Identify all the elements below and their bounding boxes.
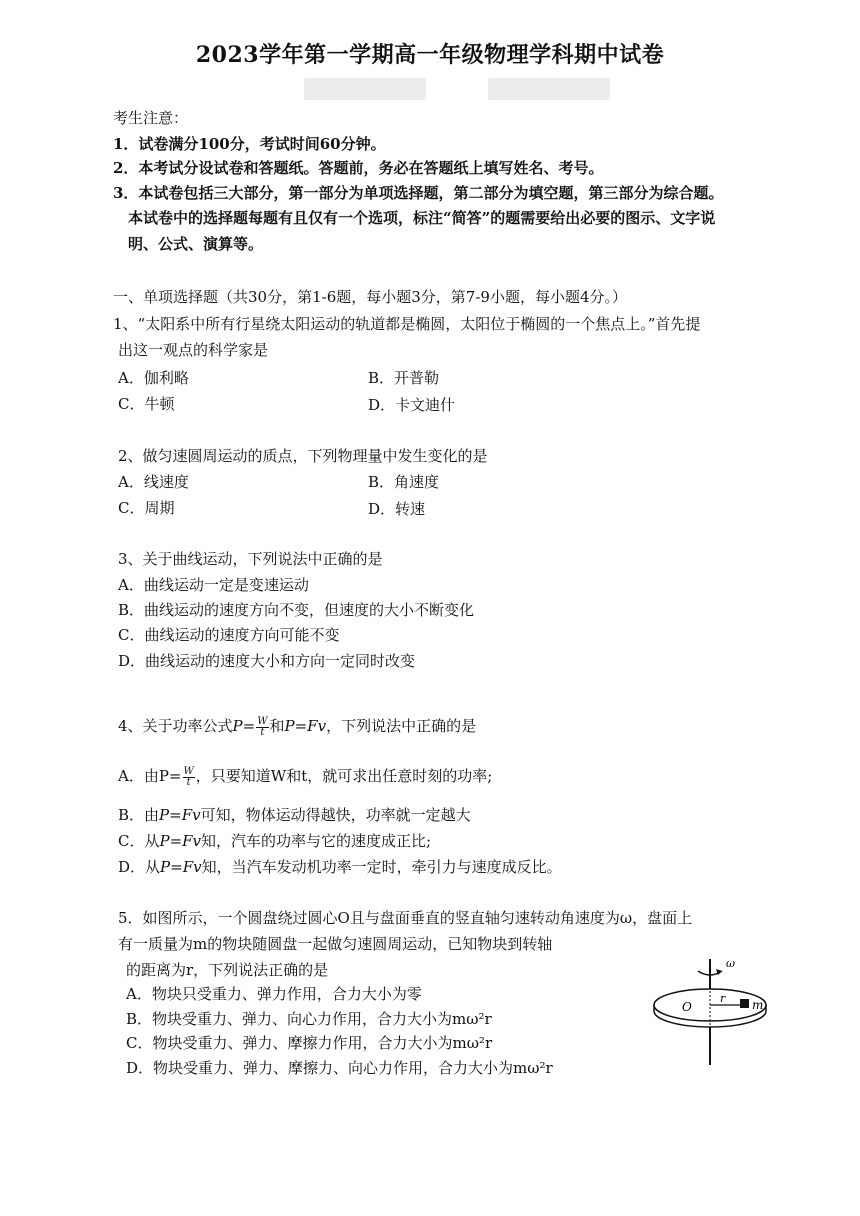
exam-title: 2023学年第一学期高一年级物理学科期中试卷 xyxy=(195,42,665,68)
fraction-denominator: t xyxy=(260,726,265,738)
question-3-stem: 3、关于曲线运动，下列说法中正确的是 xyxy=(118,550,383,568)
notice-heading: 考生注意： xyxy=(113,109,189,127)
question-2-option-b: B．角速度 xyxy=(368,473,440,491)
notice-item: 本试卷中的选择题每题有且仅有一个选项，标注“简答”的题需要给出必要的图示、文字说 xyxy=(128,209,716,227)
question-2-stem: 2、做匀速圆周运动的质点，下列物理量中发生变化的是 xyxy=(118,447,488,465)
question-1-option-b: B．开普勒 xyxy=(368,369,440,387)
question-4-option-d xyxy=(118,857,562,877)
question-4-stem-text: ，下列说法中正确的是 xyxy=(326,717,477,735)
question-3-option-b: B．曲线运动的速度方向不变，但速度的大小不断变化 xyxy=(118,601,475,619)
question-2-option-a: A．线速度 xyxy=(118,473,189,491)
question-5-stem: 的距离为r，下列说法正确的是 xyxy=(126,961,329,979)
option-text: B．由 xyxy=(118,806,160,824)
notice-item: 1．试卷满分100分，考试时间60分钟。 xyxy=(113,135,386,153)
question-5-option-c: C．物块受重力、弹力、摩擦力作用，合力大小为mω²r xyxy=(126,1034,493,1052)
question-2-option-c: C．周期 xyxy=(118,499,175,517)
notice-item: 3．本试卷包括三大部分，第一部分为单项选择题，第二部分为填空题，第三部分为综合题。 xyxy=(113,184,724,202)
fraction xyxy=(256,717,268,738)
question-4-option-b xyxy=(118,805,471,825)
option-text: 知，汽车的功率与它的速度成正比; xyxy=(201,832,432,850)
option-text: C．从 xyxy=(118,832,160,850)
question-5-option-a: A．物块只受重力、弹力作用，合力大小为零 xyxy=(126,985,422,1003)
formula-text: P= xyxy=(158,767,182,785)
block xyxy=(740,999,749,1008)
question-5-stem: 有一质量为m的物块随圆盘一起做匀速圆周运动，已知物块到转轴 xyxy=(118,935,553,953)
radius-label: r xyxy=(720,992,726,1005)
option-text: A．由 xyxy=(118,767,159,785)
notice-item: 明、公式、演算等。 xyxy=(128,235,264,253)
formula-text: P=Fv xyxy=(159,832,202,850)
question-5-stem: 5．如图所示，一个圆盘绕过圆心O且与盘面垂直的竖直轴匀速转动角速度为ω，盘面上 xyxy=(118,909,693,927)
section-heading: 一、单项选择题（共30分，第1-6题，每小题3分，第7-9小题，每小题4分。） xyxy=(113,288,627,306)
question-3-option-a: A．曲线运动一定是变速运动 xyxy=(118,576,309,594)
question-1-stem: 出这一观点的科学家是 xyxy=(118,341,269,359)
question-4-stem-text: 4、关于功率公式 xyxy=(118,717,233,735)
mass-label: m xyxy=(752,998,764,1012)
notice-item: 2．本考试分设试卷和答题纸。答题前，务必在答题纸上填写姓名、考号。 xyxy=(113,159,604,177)
option-text: 可知，物体运动得越快，功率就一定越大 xyxy=(200,806,471,824)
redacted-field xyxy=(488,78,610,100)
question-5-option-d: D．物块受重力、弹力、摩擦力、向心力作用，合力大小为mω²r xyxy=(126,1059,553,1077)
question-1-option-a: A．伽利略 xyxy=(118,369,189,387)
fraction-denominator: t xyxy=(186,776,191,788)
option-text: ，只要知道W和t，就可求出任意时刻的功率; xyxy=(195,767,493,785)
question-4-option-a xyxy=(118,766,492,788)
rotating-disc-figure xyxy=(648,955,788,1067)
question-4-stem xyxy=(118,716,476,738)
question-5-option-b: B．物块受重力、弹力、向心力作用，合力大小为mω²r xyxy=(126,1010,492,1028)
formula-text: P=Fv xyxy=(159,806,201,824)
question-2-option-d: D．转速 xyxy=(368,500,426,518)
formula-text: P=Fv xyxy=(160,858,202,876)
question-1-stem: 1、“太阳系中所有行星绕太阳运动的轨道都是椭圆，太阳位于椭圆的一个焦点上。”首先提 xyxy=(113,315,701,333)
question-3-option-c: C．曲线运动的速度方向可能不变 xyxy=(118,626,340,644)
formula-text: P= xyxy=(232,717,256,735)
fraction-numerator: W xyxy=(257,715,268,727)
redacted-field xyxy=(304,78,426,100)
omega-label: ω xyxy=(726,957,735,970)
option-text: D．从 xyxy=(118,858,161,876)
fraction-numerator: W xyxy=(183,765,194,777)
question-1-option-d: D．卡文迪什 xyxy=(368,396,456,414)
option-text: 知，当汽车发动机功率一定时，牵引力与速度成反比。 xyxy=(201,858,562,876)
fraction xyxy=(183,767,195,788)
question-4-option-c xyxy=(118,831,431,851)
question-4-stem-text: 和 xyxy=(269,717,285,735)
formula-text: P=Fv xyxy=(284,717,327,735)
center-label: O xyxy=(682,1000,692,1014)
question-1-option-c: C．牛顿 xyxy=(118,395,175,413)
question-3-option-d: D．曲线运动的速度大小和方向一定同时改变 xyxy=(118,652,416,670)
